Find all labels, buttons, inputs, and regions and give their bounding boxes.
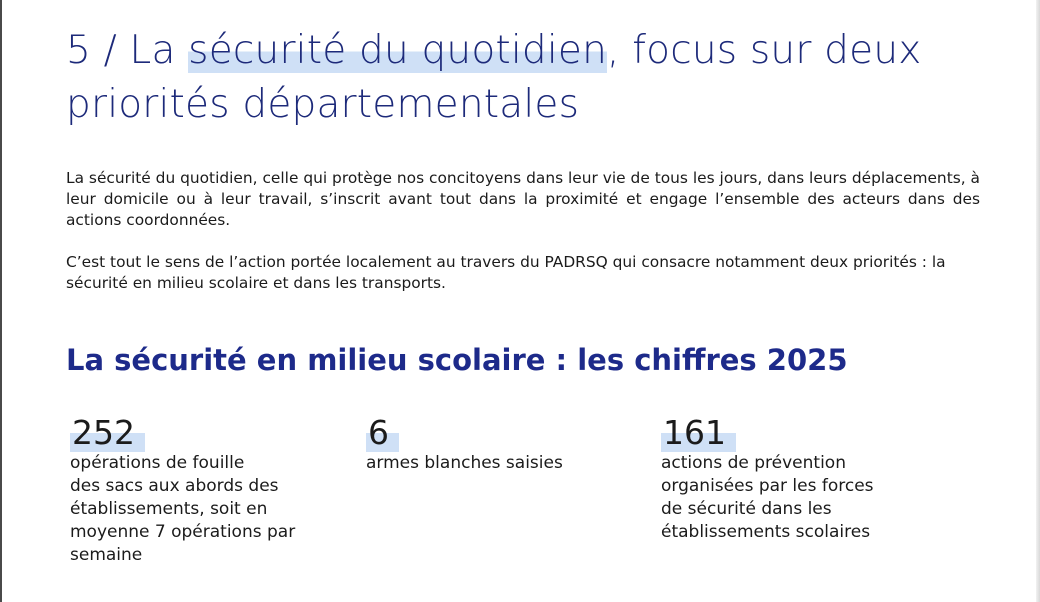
page-title: [66, 24, 1006, 132]
title-prefix: 5 / La: [66, 28, 189, 73]
page-left-edge: [0, 0, 2, 602]
stat-number: 161: [661, 414, 736, 452]
title-highlight: sécurité du quotidien: [188, 28, 608, 73]
stat-description: opérations de fouille des sacs aux abords des établissements, soit en moyenne 7 opérations par semaine: [70, 453, 296, 565]
section-heading: La sécurité en milieu scolaire : les chiffres 2025: [66, 343, 848, 377]
stat-description: actions de prévention organisées par les forces de sécurité dans les établissements scolaires: [661, 453, 874, 542]
stat-number: 6: [366, 414, 399, 452]
stat-description: armes blanches saisies: [366, 453, 563, 473]
intro-paragraph-2: C’est tout le sens de l’action portée localement au travers du PADRSQ qui consacre notamment deux priorités : la sécurité en milieu scolaire et dans les transports.: [66, 253, 946, 292]
stat-number: 252: [70, 414, 145, 452]
stat-prevention: [661, 414, 941, 544]
stat-fouilles: [70, 414, 340, 567]
intro-paragraph-1: La sécurité du quotidien, celle qui protège nos concitoyens dans leur vie de tous les jours, dans leurs déplacements, à leur domicile ou à leur travail, s’inscrit avant tout dans la proximité et engage l’ensemble des acteurs dans des actions coordonnées.: [66, 169, 980, 229]
title-suffix: , focus sur deux priorités départementales: [66, 28, 922, 127]
page-right-edge: [1036, 0, 1040, 602]
stat-armes: [366, 414, 626, 475]
